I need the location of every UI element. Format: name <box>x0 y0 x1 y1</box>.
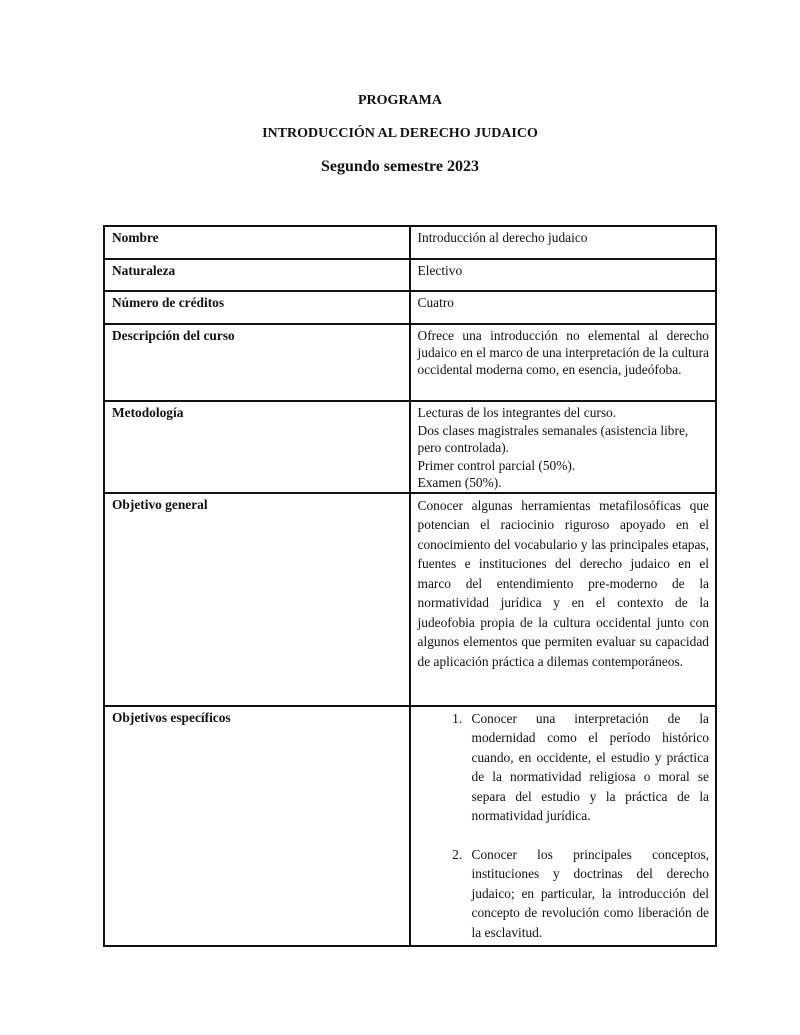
table-row-descripcion <box>104 324 716 401</box>
methodology-line: Primer control parcial (50%). <box>417 457 576 473</box>
table-row-objetivo-general <box>104 493 716 706</box>
list-item: 1. Conocer una interpretación de la modernidad como el período histórico cuando, en occidente, el estudio y práctica de la normatividad religiosa o moral se separa del estudio y la práctica de la normatividad jurídica. <box>466 709 709 826</box>
row-label: Nombre <box>104 226 410 259</box>
semester-heading: Segundo semestre 2023 <box>321 158 479 175</box>
program-table <box>103 225 717 947</box>
table-row-objetivos-especificos <box>104 706 716 946</box>
specific-objectives-list <box>418 709 709 943</box>
row-label: Número de créditos <box>104 291 410 324</box>
table-row-metodologia <box>104 401 716 493</box>
methodology-line: Dos clases magistrales semanales (asistencia libre, pero controlada). <box>417 422 689 455</box>
course-title: INTRODUCCIÓN AL DERECHO JUDAICO <box>262 126 538 141</box>
methodology-line: Lecturas de los integrantes del curso. <box>417 405 617 420</box>
row-label: Objetivos específicos <box>104 706 410 946</box>
row-value <box>410 706 716 946</box>
row-value: Conocer algunas herramientas metafilosóficas que potencian el raciocinio riguroso apoyado en el conocimiento del vocabulario y las principales etapas, fuentes e instituciones del derecho judaico en el marco del entendimiento pre-moderno de la normatividad jurídica y en el contexto de la judeofobia propia de la cultura occidental junto con algunos elementos que permiten evaluar su capacidad de aplicación práctica a dilemas contemporáneos. <box>410 493 716 706</box>
row-label: Naturaleza <box>104 259 410 291</box>
methodology-line: Examen (50%). <box>417 475 502 490</box>
table-row-naturaleza <box>104 259 716 291</box>
row-value: Cuatro <box>410 291 716 324</box>
table-row-nombre <box>104 226 716 259</box>
row-label: Objetivo general <box>104 493 410 706</box>
document-title: PROGRAMA <box>358 93 442 108</box>
table-row-creditos <box>104 291 716 324</box>
list-item: 2. Conocer los principales conceptos, instituciones y doctrinas del derecho judaico; en particular, la introducción del concepto de revolución como liberación de la esclavitud. <box>466 845 709 943</box>
row-value <box>410 401 716 493</box>
row-label: Descripción del curso <box>104 324 410 401</box>
row-value: Introducción al derecho judaico <box>410 226 716 259</box>
row-value: Electivo <box>410 259 716 291</box>
row-value: Ofrece una introducción no elemental al derecho judaico en el marco de una interpretación de la cultura occidental moderna como, en esencia, judeófoba. <box>410 324 716 401</box>
row-label: Metodología <box>104 401 410 493</box>
